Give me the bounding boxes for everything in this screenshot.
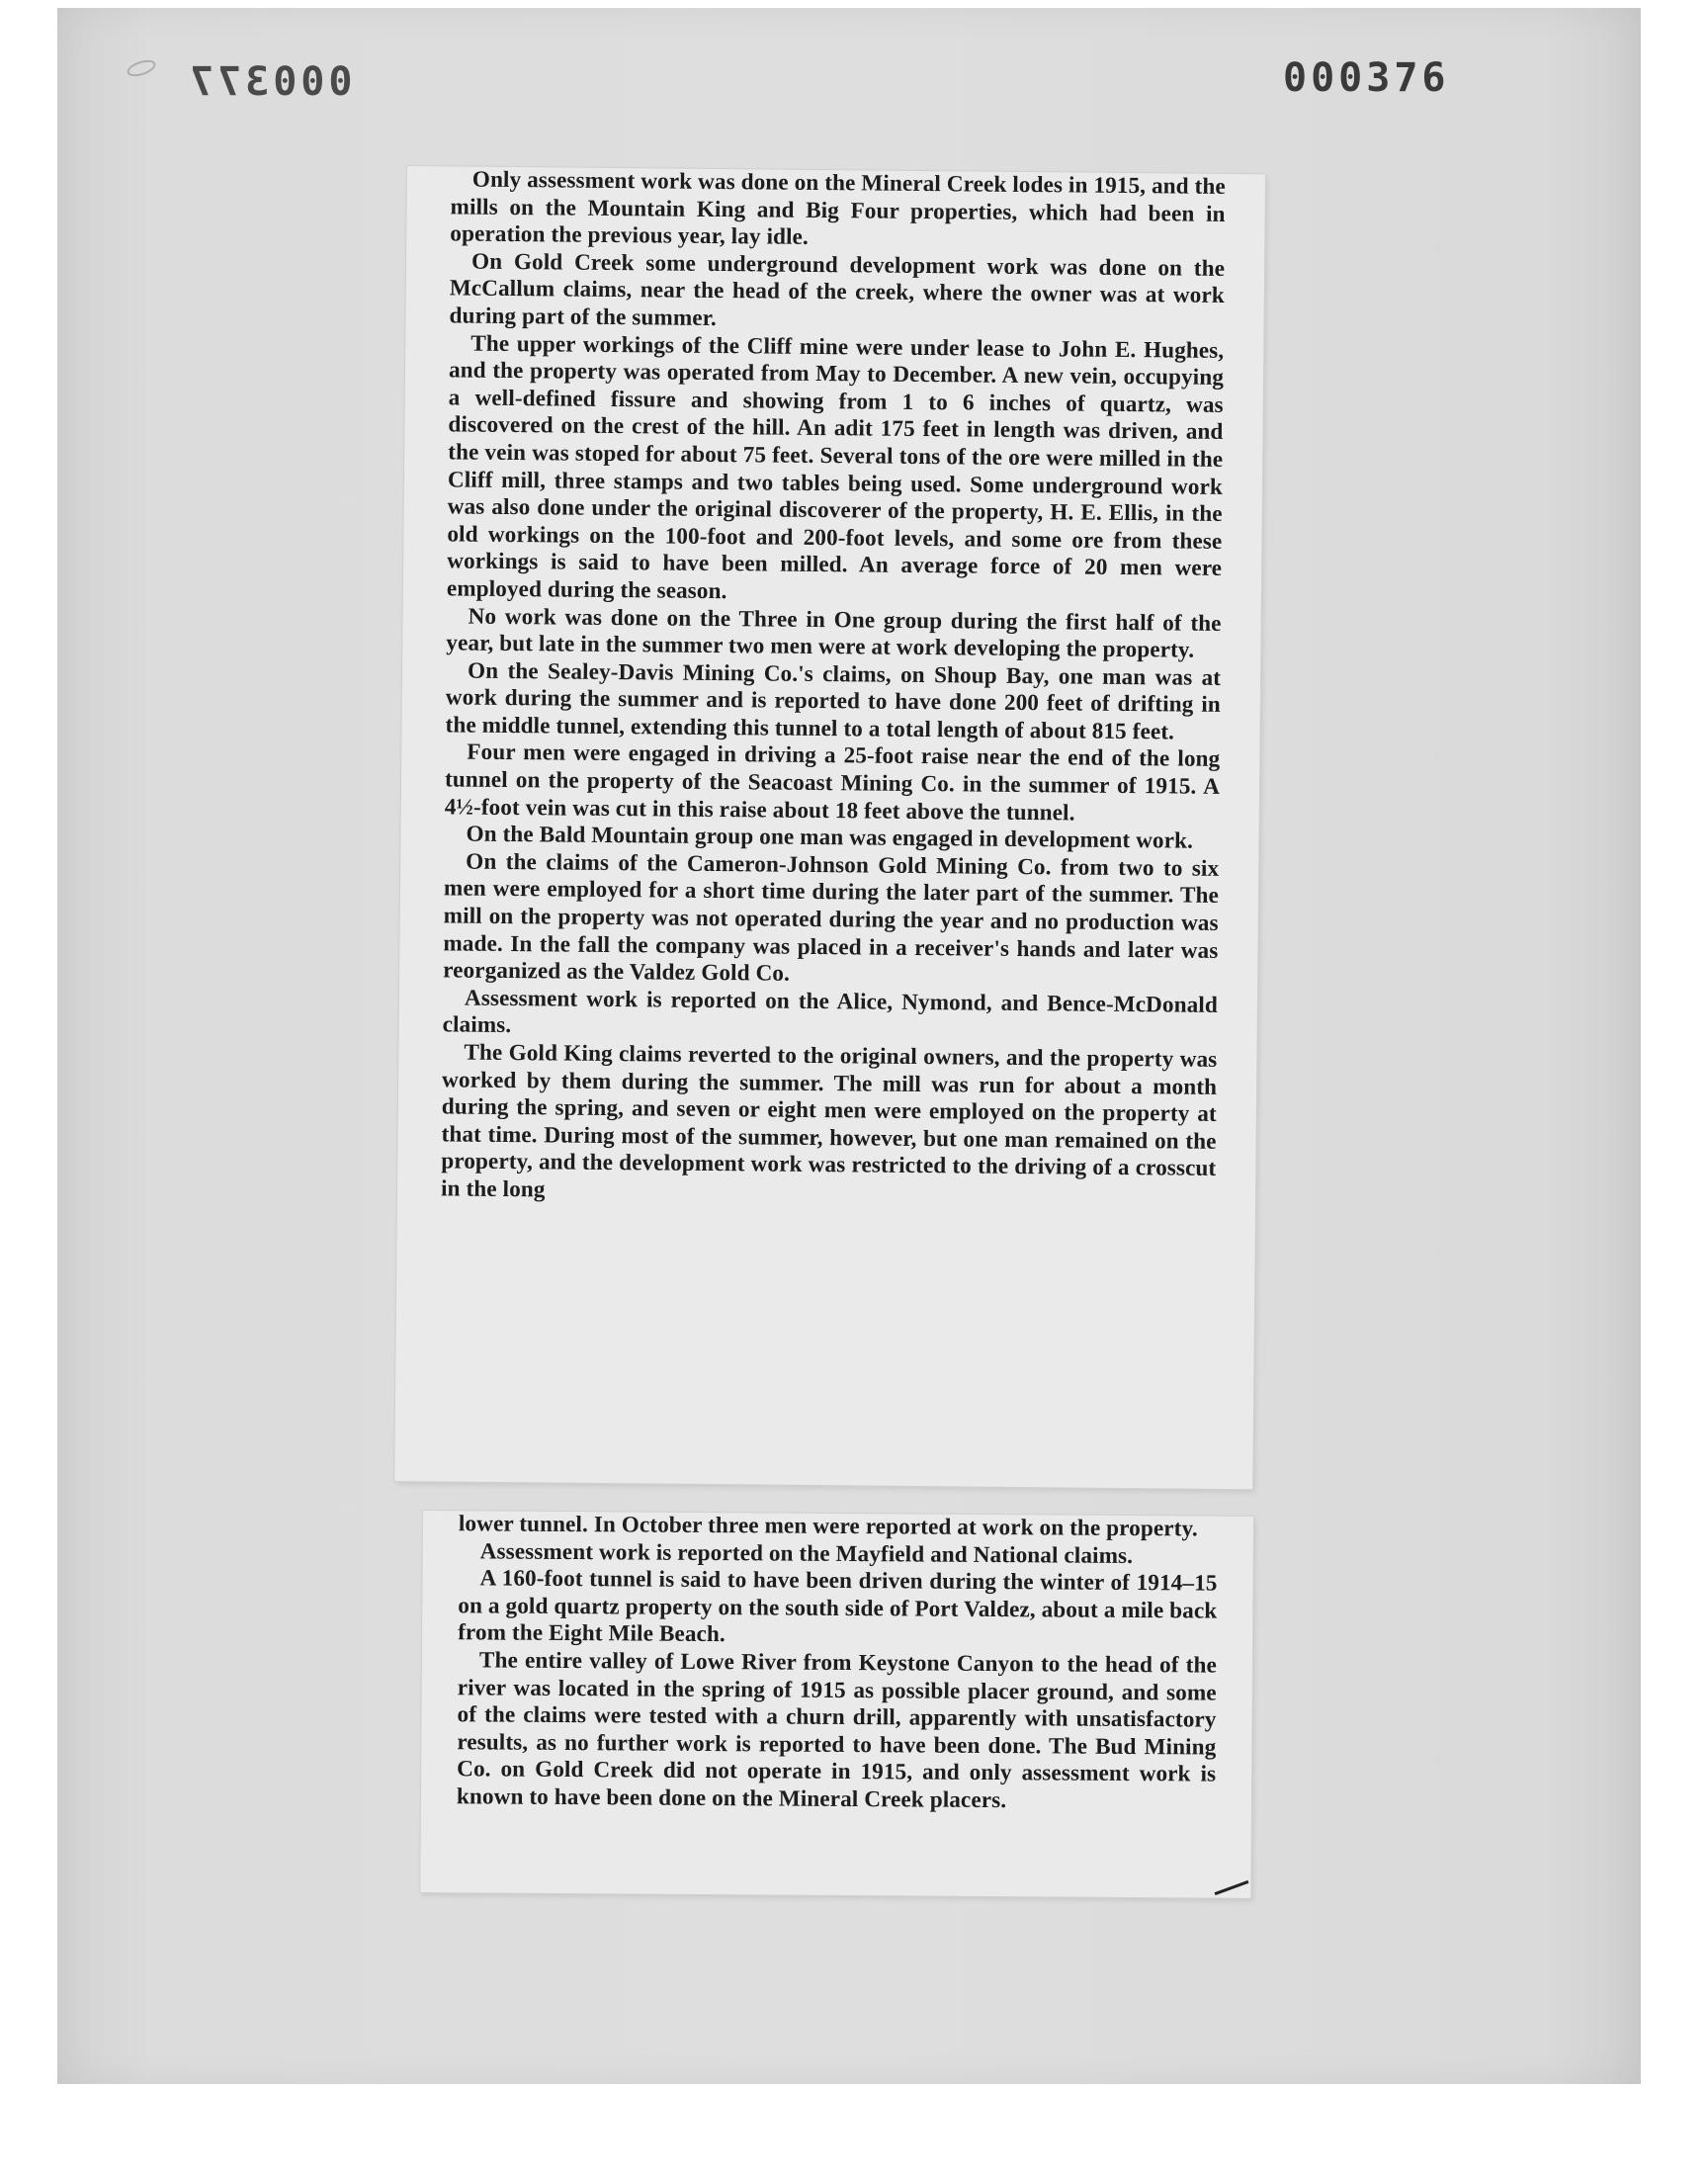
paragraph: Only assessment work was done on the Mineral Creek lodes in 1915, and the mills on the Mountain King and Big Four properties, which had been in operation the previous year, lay idle.	[450, 166, 1226, 251]
paragraph: No work was done on the Three in One group during the first half of the year, but late in the summer two men were at work developing the property.	[446, 603, 1222, 663]
paragraph: A 160-foot tunnel is said to have been driven during the winter of 1914–15 on a gold quartz property on the south side of Port Valdez, about a mile back from the Eight Mile Beach.	[458, 1565, 1218, 1648]
page-number-stamp-mirrored: 000377	[186, 59, 353, 105]
paragraph: Assessment work is reported on the Mayfield and National claims.	[479, 1537, 1134, 1569]
paragraph: On the Sealey-Davis Mining Co.'s claims, on Shoup Bay, one man was at work during the summer and is reported to have done 200 feet of drifting in the middle tunnel, extending this tunnel to a total length of about 815 feet.	[445, 657, 1222, 745]
paragraph-continuation: lower tunnel. In October three men were reported at work on the property.	[458, 1511, 1198, 1542]
page-number-stamp: 000376	[1283, 55, 1450, 101]
clipping-upper	[394, 166, 1265, 1489]
clipping-lower	[420, 1511, 1253, 1898]
paragraph: The Gold King claims reverted to the original owners, and the property was worked by them during the summer. The mill was run for about a month during the spring, and seven or eight men were employed on the property at that time. During most of the summer, however, but one man remained on the property, and the development work was restricted to the driving of a crosscut in the long	[440, 1039, 1218, 1203]
paragraph: Four men were engaged in driving a 25-foot raise near the end of the long tunnel on the property of the Seacoast Mining Co. in the summer of 1915. A 4½-foot vein was cut in this raise about 18 feet above the tunnel.	[444, 740, 1221, 826]
paragraph: On Gold Creek some underground development work was done on the McCallum claims, near the head of the creek, where the owner was at work during part of the summer.	[449, 248, 1226, 331]
paragraph: Assessment work is reported on the Alice, Nymond, and Bence-McDonald claims.	[442, 985, 1219, 1039]
paragraph: On the claims of the Cameron-Johnson Gold Mining Co. from two to six men were employed for a short time during the later part of the summer. The mill on the property was not operated during the year and no production was made. In the fall the company was placed in a receiver's hands and later was reorganized as the Valdez Gold Co.	[443, 848, 1220, 987]
paragraph: The entire valley of Lowe River from Keystone Canyon to the head of the river was located in the spring of 1915 as possible placer ground, and some of the claims were tested with a churn drill, apparently with unsatisfactory results, as no further work is reported to have been done. The Bud Mining Co. on Gold Creek did not operate in 1915, and only assessment work is known to have been done on the Mineral Creek placers.	[456, 1647, 1218, 1814]
paragraph: The upper workings of the Cliff mine were under lease to John E. Hughes, and the property was operated from May to December. A new vein, occupying a well-defined fissure and showing from 1 to 6 inches of quartz, was discovered on the crest of the hill. An adit 175 feet in length was driven, and the vein was stoped for about 75 feet. Several tons of the ore were milled in the Cliff mill, three stamps and two tables being used. Some underground work was also done under the original discoverer of the property, H. E. Ellis, in the old workings on the 100-foot and 200-foot levels, and some ore from these workings is said to have been milled. An average force of 20 men were employed during the season.	[446, 330, 1225, 605]
paragraph: On the Bald Mountain group one man was engaged in development work.	[466, 821, 1194, 854]
